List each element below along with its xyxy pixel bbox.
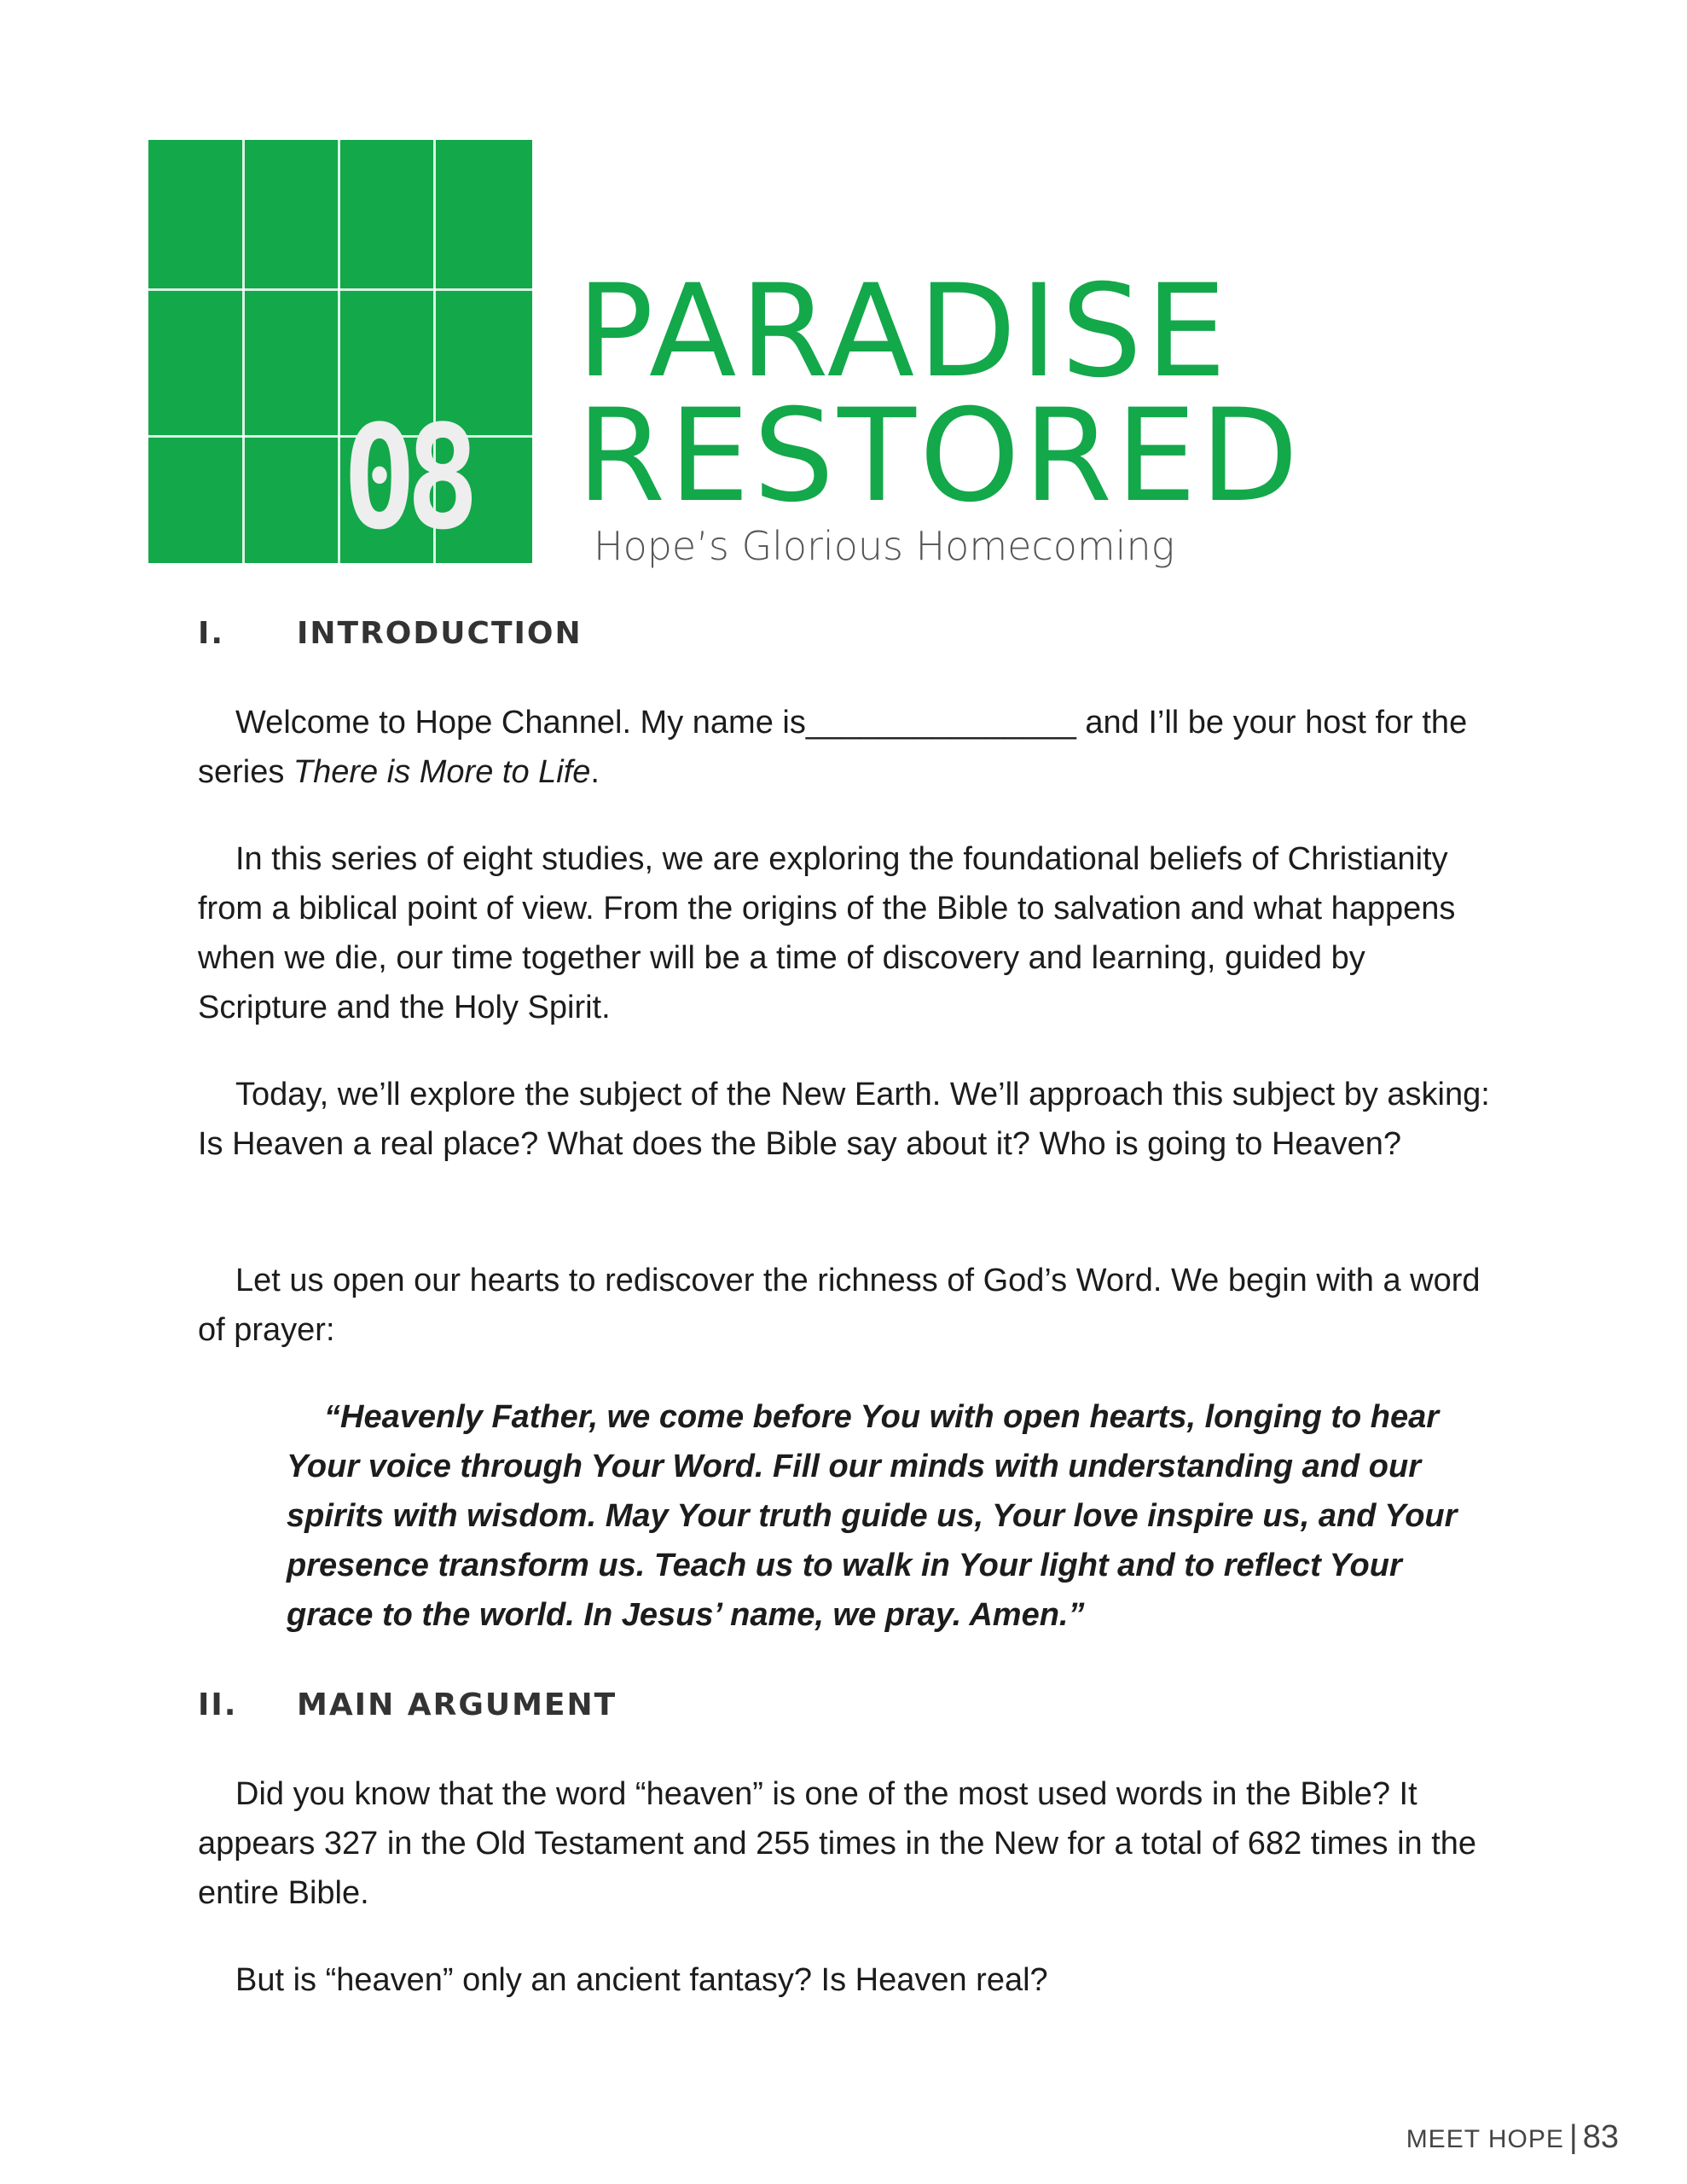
section-heading-introduction [198,616,583,651]
paragraph-heaven-word-count: Did you know that the word “heaven” is one of the most used words in the Bible? It appears 327 in the Old Testament and 255 times in the New for a total of 682 times in the entire Bible. [198,1776,1477,1911]
paragraph-series-overview: In this series of eight studies, we are exploring the foundational beliefs of Christianity from a biblical point of view. From the origins of the Bible to salvation and what happens when we die, our time together will be a time of discovery and learning, guided by Scripture and the Holy Spirit. [198,841,1456,1025]
paragraph-text: . [590,754,600,790]
section-numeral: I. [198,616,225,651]
paragraph-welcome [198,698,1503,797]
section-title: INTRODUCTION [297,616,583,651]
section-heading-main-argument [198,1687,617,1722]
section-numeral: II. [198,1687,238,1722]
footer-separator: | [1568,2119,1578,2155]
paragraph-heaven-question: But is “heaven” only an ancient fantasy? Is Heaven real? [235,1962,1048,1998]
section-title: MAIN ARGUMENT [297,1687,617,1722]
paragraph-today-topic: Today, we’ll explore the subject of the New Earth. We’ll approach this subject by asking: Is Heaven a real place? What does the Bible say about it? Who is going to Heaven? [198,1077,1490,1162]
page-number: 83 [1582,2119,1619,2155]
chapter-number: 08 [343,394,470,561]
chapter-title-line-1: PARADISE [577,258,1230,406]
paragraph-prayer-intro: Let us open our hearts to rediscover the richness of God’s Word. We begin with a word of prayer: [198,1263,1481,1348]
grid-line [242,140,245,563]
grid-line [148,288,532,291]
page-footer [1406,2119,1619,2156]
footer-label: MEET HOPE [1406,2125,1564,2153]
grid-line [338,140,340,563]
series-title: There is More to Life [293,754,591,790]
chapter-title-line-2: RESTORED [577,382,1302,531]
paragraph-text: Welcome to Hope Channel. My name is_______________ and I’ll be your host for the series [198,705,1468,790]
prayer-quote: “Heavenly Father, we come before You with open hearts, longing to hear Your voice through Your Word. Fill our minds with understanding and our spirits with wisdom. May Your truth guide us, Your love inspire us, and Your presence transform us. Teach us to walk in Your light and to reflect Your grace to the world. In Jesus’ name, we pray. Amen.” [287,1399,1458,1633]
chapter-subtitle: Hope’s Glorious Homecoming [594,523,1175,569]
